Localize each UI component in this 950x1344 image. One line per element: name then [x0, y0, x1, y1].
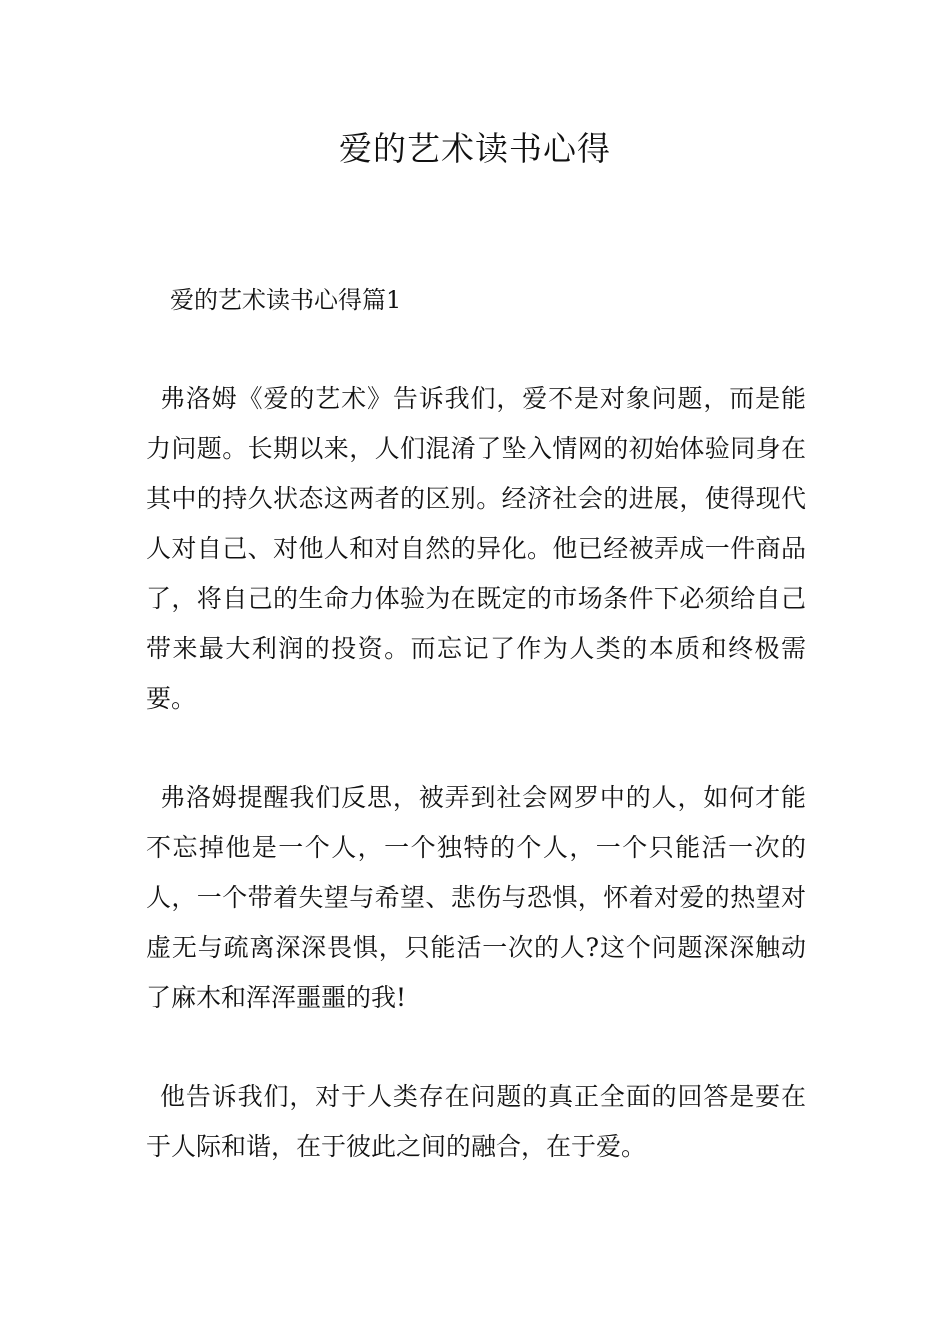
document-title: 爱的艺术读书心得 [339, 129, 611, 168]
section-heading: 爱的艺术读书心得篇1 [170, 286, 402, 314]
paragraph-1: 弗洛姆《爱的艺术》告诉我们，爱不是对象问题，而是能力问题。长期以来，人们混淆了坠入情网的初始体验同身在其中的持久状态这两者的区别。经济社会的进展，使得现代人对自己、对他人和对自然的异化。他已经被弄成一件商品了，将自己的生命力体验为在既定的市场条件下必须给自己带来最大利润的投资。而忘记了作为人类的本质和终极需要。 [146, 384, 806, 713]
paragraph-3: 他告诉我们，对于人类存在问题的真正全面的回答是要在于人际和谐，在于彼此之间的融合，在于爱。 [146, 1082, 806, 1161]
paragraph-2: 弗洛姆提醒我们反思，被弄到社会网罗中的人，如何才能不忘掉他是一个人，一个独特的个人，一个只能活一次的人，一个带着失望与希望、悲伤与恐惧，怀着对爱的热望对虚无与疏离深深畏惧，只能活一次的人?这个问题深深触动了麻木和浑浑噩噩的我! [146, 783, 806, 1012]
